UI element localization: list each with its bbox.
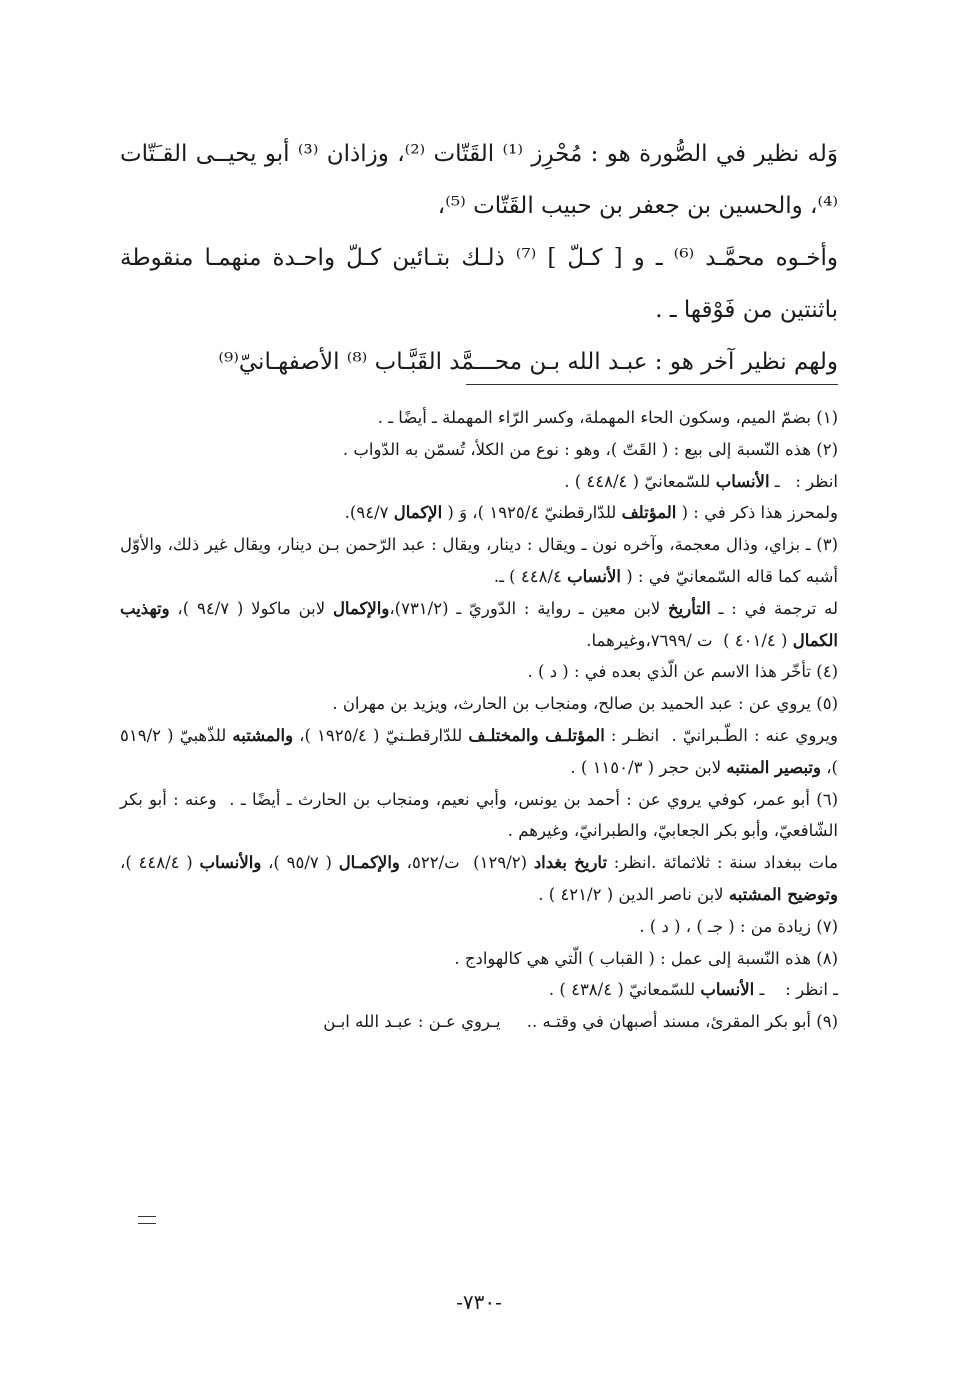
footnote-fn2a	[120, 434, 838, 466]
footnote-text: للدّارقطـنيّ ( ١٩٢٥/٤ )،	[293, 725, 469, 745]
footnote-text: ( ٤٠١/٤ ) ت /٧٦٩٩،وغيرهما.	[586, 630, 793, 650]
footnote-fn2b	[120, 466, 838, 498]
footnote-fn5b	[114, 720, 838, 784]
footnote-fn5	[120, 688, 838, 720]
footnote-fn2c	[120, 497, 838, 529]
footnote-text: (٩) أبو بكر المقرئ، مسند أصبهان في وقتـه .. يـروي عـن : عبـد الله ابـن	[323, 1012, 838, 1032]
footnote-bold-title: وتبصير المنتبه	[726, 757, 821, 777]
footnote-text: ولمحرز هذا ذكر في : (	[676, 503, 838, 523]
footnote-fn3	[114, 529, 838, 593]
footnote-fn1	[120, 402, 838, 434]
footnote-text: ـ انظر : ـ	[754, 980, 838, 1000]
footnote-text: (٦) أبو عمر، كوفي يروي عن : أحمد بن يونس، وأبي نعيم، ومنجاب بن الحارث ـ أيضًا ـ . وعنه : أبو بكر الشّافعيّ، وأبو بكر الجعابيّ، والطبرانيّ، وغيرهم .	[114, 789, 838, 841]
footnote-text: (٢) هذه النّسبة إلى بيع : ( القَتّ )، وهو : نوع من الكلأ، تُسمّن به الدّواب .	[342, 439, 838, 459]
footnotes	[114, 402, 838, 1038]
footnote-fn6b	[114, 847, 838, 911]
footnote-bold-title: الأنساب	[567, 566, 621, 586]
footnote-bold-title: وتوضيح المشتبه	[728, 884, 838, 904]
footnote-fn3b	[114, 593, 838, 657]
footnote-text: للسّمعانيّ ( ٤٣٨/٤ ) .	[548, 980, 701, 1000]
footnote-text: ٤٤٨/٤ ) ـ.	[493, 566, 568, 586]
main-paragraph-1: وَله نظير في الصُّورة هو : مُحْرِز ⁽¹⁾ القَتّات ⁽²⁾، وزاذان ⁽³⁾ أبو يحيــى القـَتّات ⁽⁴⁾، والحسين بن جعفر بن حبيب القَتّات ⁽⁵⁾،	[120, 141, 838, 219]
footnote-bold-title: والمشتبه	[232, 725, 294, 745]
footnote-text: لابن ناصر الدين ( ٤٢١/٢ ) .	[538, 884, 729, 904]
footnote-text: ( ٩٥/٧ )،	[261, 853, 339, 873]
footnote-fn9	[120, 1006, 838, 1038]
footnote-text: لابن ماكولا ( ٩٤/٧ )،	[169, 598, 333, 618]
footnote-text: مات ببغداد سنة : ثلاثمائة .انظر:	[607, 853, 838, 873]
footnote-bold-title: المؤتلـف والمختلـف	[468, 725, 605, 745]
footnote-text: (٣) ـ بزاي، وذال معجمة، وآخره نون ـ ويقال : دينار، ويقال : عبد الرّحمن بـن دينار، ويقال غير ذلك، والأوّل أشبه كما قاله السّمعانيّ في : (	[114, 535, 838, 586]
footnote-fn6	[114, 784, 838, 848]
footnote-bold-title: والإكمـال	[338, 853, 400, 873]
footnote-bold-title: والإكمال	[332, 598, 390, 618]
footnote-separator	[466, 384, 838, 385]
footnote-fn7	[120, 911, 838, 943]
footnote-bold-title: الإكمال	[393, 503, 443, 523]
footnote-text: (١٢٩/٢) ت/٥٢٢،	[399, 853, 534, 873]
footnote-bold-title: الأنساب	[715, 471, 770, 491]
main-paragraph-3: ولهم نظير آخر هو : عبـد الله بـن محـــمَّد القَبَّـاب ⁽⁸⁾ الأصفهـانيّ⁽⁹⁾	[218, 349, 838, 375]
footnote-text: (١) بضمّ الميم، وسكون الحاء المهملة، وكسر الرّاء المهملة ـ أيضًا ـ .	[377, 408, 838, 427]
footnote-text: للسّمعانيّ ( ٤٤٨/٤ ) .	[564, 471, 716, 491]
footnote-bold-title: وتهذيب الكمال	[114, 598, 838, 650]
continuation-mark	[138, 1216, 156, 1224]
footnote-text: انظر : ـ	[769, 471, 838, 491]
footnote-bold-title: والأنساب	[199, 853, 262, 873]
footnote-text: ( ٤٤٨/٤ )،	[114, 853, 200, 873]
footnote-bold-title: تاريخ بغداد	[533, 853, 608, 873]
footnote-text: (٤) تأخّر هذا الاسم عن الّذي بعده في : ( د ) .	[527, 662, 838, 682]
footnote-text: (٨) هذه النّسبة إلى عمل : ( القباب ) الّتي هي كالهوادج .	[454, 948, 838, 968]
footnote-text: للدّارقطنيّ ١٩٢٥/٤ )، وَ (	[442, 503, 622, 523]
footnote-text: لابن معين ـ رواية : الدّوريّ ـ (٧٣١/٢)،	[389, 598, 669, 618]
footnote-text: (٥) يروي عن : عبد الحميد بن صالح، ومنجاب بن الحارث، ويزيد بن مهران .	[332, 694, 838, 714]
footnote-fn8b	[120, 974, 838, 1006]
footnote-text: لابن حجر ( ١١٥٠/٣ ) .	[570, 757, 727, 777]
footnote-text: (٧) زيادة من : ( جـ ) ، ( د ) .	[639, 916, 838, 936]
footnote-text: ويروي عنه : الطّـبرانيّ . انظـر :	[604, 725, 838, 745]
footnote-text: للذّهبيّ ( ٥١٩/٢ )،	[114, 725, 838, 777]
footnote-bold-title: الأنساب	[700, 980, 755, 1000]
footnote-fn8	[120, 943, 838, 975]
main-paragraph-2: وأخـوه محمَّـد ⁽⁶⁾ ـ و [ كـلّ ] ⁽⁷⁾ ذلـك بتـائين كـلّ واحـدة منهمـا منقوطة باثنتين من فَوْقها ـ .	[120, 245, 839, 323]
footnote-fn4	[120, 656, 838, 688]
footnote-text: له ترجمة في : ـ	[710, 598, 838, 618]
footnote-bold-title: التأريخ	[668, 598, 711, 618]
footnote-text: ٩٤/٧).	[344, 503, 394, 523]
main-text	[120, 128, 838, 388]
footnote-bold-title: المؤتلف	[621, 503, 677, 523]
page-number: -٧٣٠-	[456, 1290, 502, 1314]
